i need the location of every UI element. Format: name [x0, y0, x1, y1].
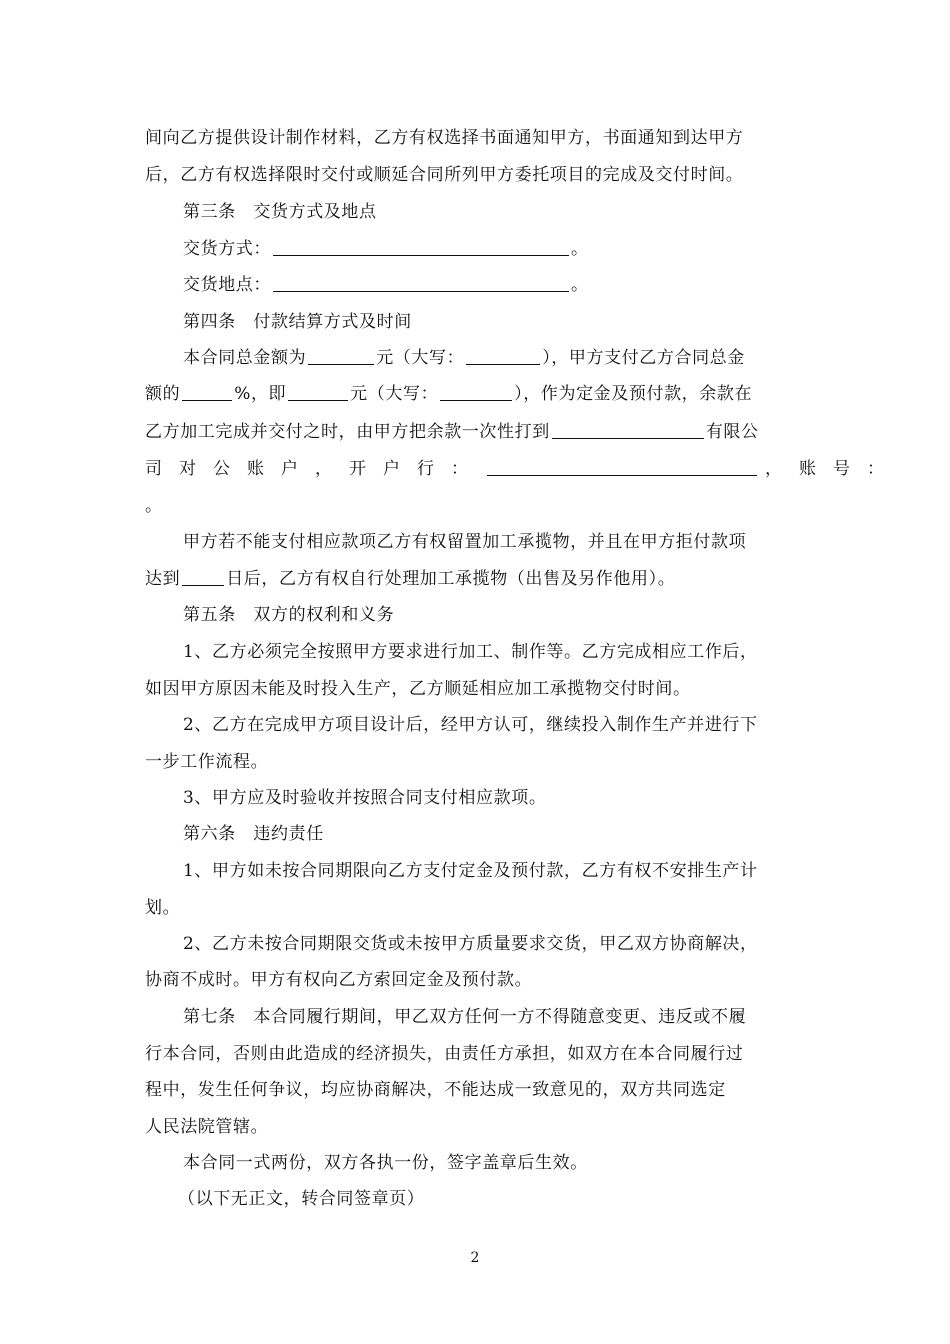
deposit-words-blank: [440, 382, 512, 401]
paragraph-line: 间向乙方提供设计制作材料，乙方有权选择书面通知甲方，书面通知到达甲方: [145, 128, 744, 148]
percent-blank: [182, 382, 232, 401]
payment-line: [145, 382, 805, 406]
page-number: 2: [470, 1250, 480, 1266]
article-4-heading: 第四条 付款结算方式及时间: [183, 312, 412, 332]
retain-text: 日后，乙方有权自行处理加工承揽物（出售及另作他用）。: [226, 569, 676, 589]
article-7-line: 第七条 本合同履行期间，甲乙双方任何一方不得随意变更、违反或不履: [183, 1007, 747, 1027]
bank-blank: [487, 457, 757, 476]
paragraph-line: 2、乙方未按合同期限交货或未按甲方质量要求交货，甲乙双方协商解决，: [183, 934, 758, 954]
total-amount-blank: [308, 346, 374, 365]
payment-text: 元（大写：: [376, 348, 465, 368]
article-7-line: 程中，发生任何争议，均应协商解决，不能达成一致意见的，双方共同选定: [145, 1080, 726, 1100]
period: 。: [571, 239, 589, 259]
payment-line: [145, 420, 805, 444]
paragraph-line: 后，乙方有权选择限时交付或顺延合同所列甲方委托项目的完成及交付时间。: [145, 165, 744, 185]
payment-text: 乙方加工完成并交付之时，由甲方把余款一次性打到: [145, 422, 550, 442]
payment-text: 元（大写：: [350, 384, 439, 404]
delivery-place-blank: [273, 273, 569, 292]
delivery-place-label: 交货地点：: [183, 275, 271, 295]
article-7-line: 行本合同，否则由此造成的经济损失，由责任方承担，如双方在本合同履行过: [145, 1044, 744, 1064]
payment-text: ），作为定金及预付款，余款在: [514, 384, 753, 404]
article-6-heading: 第六条 违约责任: [183, 824, 324, 844]
company-name-blank: [552, 420, 704, 439]
retain-text: 达到: [145, 569, 181, 589]
payment-text: 本合同总金额为: [183, 348, 307, 368]
days-blank: [182, 567, 224, 586]
paragraph-line: 协商不成时。甲方有权向乙方索回定金及预付款。: [145, 970, 533, 990]
deposit-amount-blank: [288, 382, 348, 401]
copies-clause: 本合同一式两份，双方各执一份，签字盖章后生效。: [183, 1153, 588, 1173]
payment-text: ，账号：: [765, 459, 901, 479]
paragraph-line: 甲方若不能支付相应款项乙方有权留置加工承揽物，并且在甲方拒付款项: [183, 532, 747, 552]
payment-line: 。: [145, 496, 163, 516]
delivery-method-label: 交货方式：: [183, 239, 271, 259]
period: 。: [571, 275, 589, 295]
payment-text: 有限公: [705, 422, 759, 442]
payment-text: %，即: [234, 384, 287, 404]
payment-text: ），甲方支付乙方合同总金: [542, 348, 745, 368]
paragraph-line: 划。: [145, 898, 181, 918]
total-amount-words-blank: [466, 346, 540, 365]
article-3-heading: 第三条 交货方式及地点: [183, 202, 377, 222]
paragraph-line: 如因甲方原因未能及时投入生产，乙方顺延相应加工承揽物交付时间。: [145, 679, 691, 699]
paragraph-line: 一步工作流程。: [145, 752, 269, 772]
paragraph-line: 1、甲方如未按合同期限向乙方支付定金及预付款，乙方有权不安排生产计: [183, 861, 758, 881]
payment-text: 额的: [145, 384, 181, 404]
article-7-line: 人民法院管辖。: [145, 1117, 269, 1137]
payment-line: [183, 346, 805, 370]
payment-line: [145, 457, 901, 481]
paragraph-line: [145, 567, 805, 591]
article-5-heading: 第五条 双方的权利和义务: [183, 605, 395, 625]
payment-text: 司对公账户，开户行：: [145, 459, 485, 479]
delivery-method-line: [183, 237, 805, 261]
paragraph-line: 2、乙方在完成甲方项目设计后，经甲方认可，继续投入制作生产并进行下: [183, 715, 758, 735]
no-text-below-note: （以下无正文，转合同签章页）: [178, 1189, 425, 1209]
paragraph-line: 1、乙方必须完全按照甲方要求进行加工、制作等。乙方完成相应工作后，: [183, 642, 758, 662]
delivery-method-blank: [273, 237, 569, 256]
paragraph-line: 3、甲方应及时验收并按照合同支付相应款项。: [183, 788, 547, 808]
delivery-place-line: [183, 273, 805, 297]
